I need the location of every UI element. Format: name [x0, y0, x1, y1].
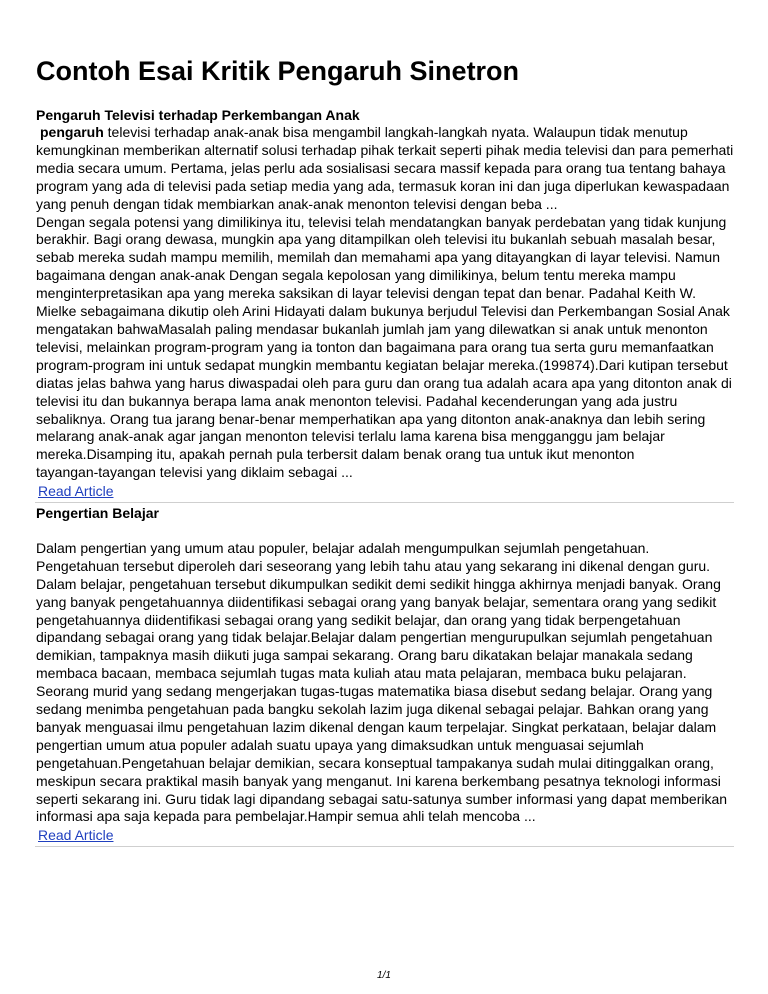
body-line: program-program ini untuk sedapat mungkin membantu kegiatan belajar mereka.(199874).Dari kutipan tersebut [36, 356, 728, 373]
body-line: yang banyak pengetahuannya diidentifikasi sebagai orang yang banyak belajar, sementara orang yang sedikit [36, 593, 717, 610]
body-line: pengetahuannya diidentifikasi sebagai orang yang sedikit belajar, dan orang yang tidak berpengetahuan [36, 611, 681, 628]
body-line: Seorang murid yang sedang mengerjakan tugas-tugas matematika biasa disebut sedang belajar. Orang yang [36, 683, 713, 700]
body-line: dipandang sebagai orang yang tidak belajar.Belajar dalam pengertian mengurupulkan sejumlah pengetahuan [36, 629, 713, 646]
article-pengaruh-televisi [36, 106, 734, 500]
body-line: mengatakan bahwaMasalah paling mendasar bukanlah jumlah jam yang dilewatkan si anak untuk menonton [36, 320, 708, 337]
divider [35, 846, 734, 847]
page-title: Contoh Esai Kritik Pengaruh Sinetron [36, 56, 520, 86]
body-line: membaca bacaan, membaca sejumlah tugas mata kuliah atau mata pelajaran, membaca buku pelajaran. [36, 665, 687, 682]
body-line: kemungkinan memberikan alternatif solusi terhadap pihak terkait seperti pihak media televisi dan para pemerhati [36, 141, 734, 158]
body-line: melarang anak-anak agar jangan menonton televisi terlalu lama karena bisa mengganggu jam belajar [36, 428, 665, 445]
body-line: Dengan segala potensi yang dimilikinya itu, televisi telah mendatangkan banyak perdebatan yang tidak kunjung [36, 213, 727, 230]
body-line: Pengetahuan tersebut diperoleh dari seseorang yang lebih tahu atau yang sekarang ini dikenal dengan guru. [36, 557, 711, 574]
body-line: informasi apa saja kepada para pembelajar.Hampir semua ahli telah mencoba ... [36, 808, 536, 825]
body-line: tayangan-tayangan televisi yang diklaim sebagai ... [36, 464, 353, 481]
read-article-link[interactable]: Read Article [38, 483, 114, 500]
body-line: televisi itu dan bukannya berapa lama anak menonton televisi. Padahal kecenderungan yang ada justru [36, 392, 678, 409]
body-line: menginterpretasikan apa yang mereka saksikan di layar televisi dengan tepat dan benar. Padahal Keith W. [36, 285, 696, 302]
body-line: berakhir. Bagi orang dewasa, mungkin apa yang ditampilkan oleh televisi itu bukanlah sebuah masalah besar, [36, 231, 716, 248]
body-line: program yang ada di televisi pada setiap media yang ada, termasuk koran ini dan juga diperlukan kewaspadaan [36, 177, 730, 194]
body-line: bagaimana dengan anak-anak Dengan segala kepolosan yang dimilikinya, belum tentu mereka mampu [36, 267, 676, 284]
body-line: banyak menguasai ilmu pengetahuan lazim dikenal dengan kaum terpelajar. Singkat perkataan, belajar dalam [36, 718, 717, 735]
body-line: pengetahuan.Pengetahuan belajar demikian, secara konseptual tampakanya sudah mulai ditinggalkan orang, [36, 754, 714, 771]
divider [35, 502, 734, 503]
body-line: demikian, tampaknya masih diikuti juga sampai sekarang. Orang baru dikatakan belajar manakala sedang [36, 647, 693, 664]
body-line: diatas jelas bahwa yang harus diwaspadai oleh para guru dan orang tua adalah acara apa yang ditonton anak di [36, 374, 732, 391]
body-line: media secara umum. Pertama, jelas perlu ada sosialisasi secara massif kepada para orang tua tentang bahaya [36, 159, 726, 176]
article-heading: Pengaruh Televisi terhadap Perkembangan Anak [36, 107, 360, 123]
body-line: seperti sekarang ini. Guru tidak lagi dipandang sebagai satu-satunya sumber informasi yang dapat memberikan [36, 790, 728, 807]
article-body [36, 124, 734, 482]
body-line: sebab mereka sudah mampu memilih, memilah dan memahami apa yang ditayangkan di layar televisi. Namun [36, 249, 721, 266]
body-line: Mielke sebagaimana dikutip oleh Arini Hidayati dalam bukunya berjudul Televisi dan Perkembangan Sosial Anak [36, 303, 730, 320]
body-line: sedang menimba pengetahuan pada bangku sekolah lazim juga dikenal sebagai pelajar. Bahkan orang yang [36, 701, 709, 718]
body-line: sebaliknya. Orang tua jarang benar-benar memperhatikan apa yang ditonton anak-anaknya dan lebih sering [36, 410, 706, 427]
lead-word: pengaruh [40, 124, 104, 140]
body-line: televisi, melainkan program-program yang ia tonton dan bagaimana para orang tua serta guru memanfaatkan [36, 338, 714, 355]
article-body [36, 540, 734, 827]
body-line: Dalam belajar, pengetahuan tersebut dikumpulkan sedikit demi sedikit hingga akhirnya menjadi banyak. Orang [36, 575, 721, 592]
body-line: pengertian umum atua populer adalah suatu upaya yang dimaksudkan untuk menguasai sejumlah [36, 736, 644, 753]
article-pengertian-belajar [36, 504, 734, 844]
read-article-link[interactable]: Read Article [38, 827, 114, 844]
body-line: mereka.Disamping itu, apakah pernah pula terbersit dalam benak orang tua untuk ikut menonton [36, 446, 635, 463]
body-line: yang penuh dengan tidak membiarkan anak-anak menonton televisi dengan beba ... [36, 195, 558, 212]
body-line-1: pengaruh televisi terhadap anak-anak bisa mengambil langkah-langkah nyata. Walaupun tidak menutup [36, 124, 734, 142]
body-line: Dalam pengertian yang umum atau populer, belajar adalah mengumpulkan sejumlah pengetahuan. [36, 539, 650, 556]
article-heading: Pengertian Belajar [36, 505, 159, 521]
page-number: 1/1 [377, 970, 391, 981]
body-line: meskipun secara praktikal masih banyak yang menganut. Ini karena berkembang pesatnya teknologi informasi [36, 772, 721, 789]
